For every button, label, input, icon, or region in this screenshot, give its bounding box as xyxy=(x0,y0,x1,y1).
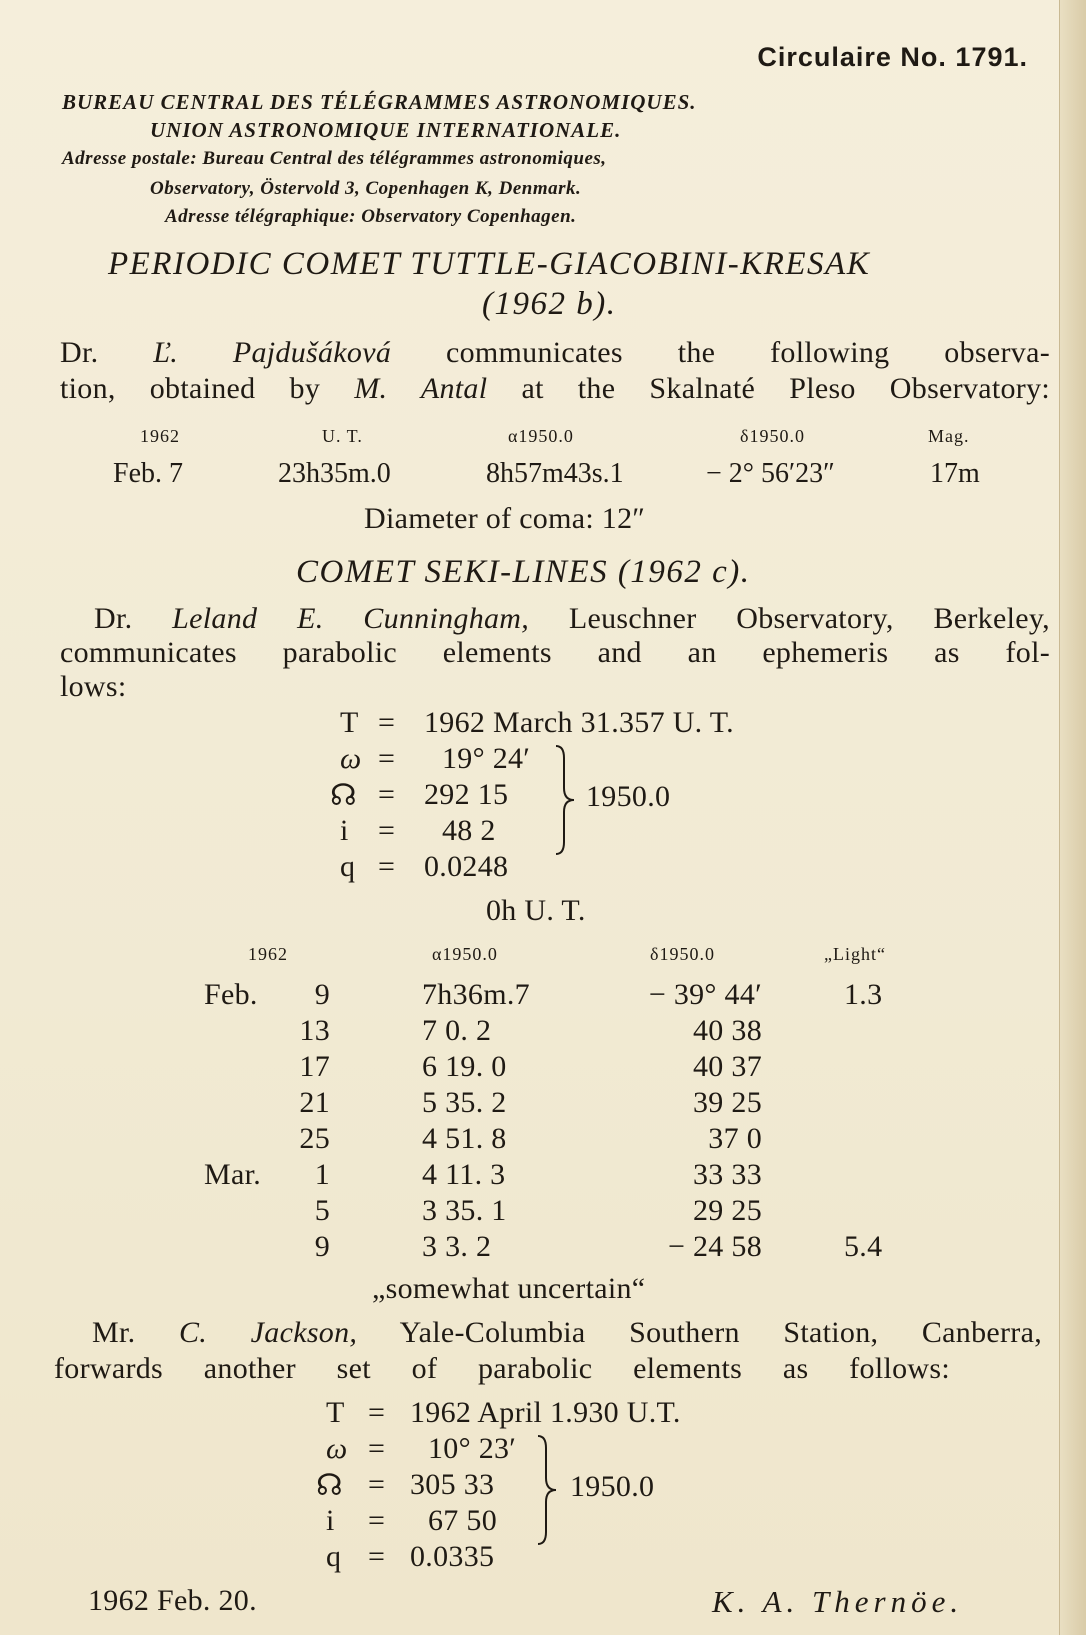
comet2-title: COMET SEKI-LINES (1962 c). xyxy=(296,554,751,590)
page-edge xyxy=(1059,0,1086,1635)
ephem-day: 13 xyxy=(299,1014,330,1047)
elements2-equinox: 1950.0 xyxy=(570,1470,655,1503)
element2-node-value: 305 33 xyxy=(410,1468,495,1501)
ephem-month: Feb. xyxy=(204,978,258,1011)
comet1-designation: (1962 b). xyxy=(482,286,617,322)
element-T-value: 1962 March 31.357 U. T. xyxy=(424,706,734,739)
obs-time: 23h35m.0 xyxy=(278,458,391,489)
element2-node-symbol: ☊ xyxy=(316,1469,343,1502)
ephem-day: 9 xyxy=(314,978,330,1011)
circular-number: Circulaire No. 1791. xyxy=(757,42,1028,72)
ephem-day: 5 xyxy=(314,1194,330,1227)
element2-T-eq: = xyxy=(368,1396,386,1429)
telegraphic-address: Adresse télégraphique: Observatory Copenhagen. xyxy=(165,206,577,227)
element2-i-symbol: i xyxy=(326,1504,335,1537)
comet2-intro-line1: Dr. Leland E. Cunningham, Leuschner Observatory, Berkeley, xyxy=(94,602,1050,635)
ephem-dec: 39 25 xyxy=(693,1086,762,1119)
signature: K. A. Thernöe. xyxy=(712,1584,964,1619)
ephem-day: 25 xyxy=(299,1122,330,1155)
element2-node-eq: = xyxy=(368,1468,386,1501)
postal-address-line2: Observatory, Östervold 3, Copenhagen K, Denmark. xyxy=(150,178,582,199)
obs-mag: 17m xyxy=(930,458,980,489)
obs-header-ut: U. T. xyxy=(322,426,363,446)
element-i-symbol: i xyxy=(340,814,349,847)
obs-header-mag: Mag. xyxy=(928,426,970,446)
element2-omega-eq: = xyxy=(368,1432,386,1465)
element-node-value: 292 15 xyxy=(424,778,509,811)
obs-header-year: 1962 xyxy=(140,426,180,446)
ephemeris-title: 0h U. T. xyxy=(486,894,586,927)
elements-equinox: 1950.0 xyxy=(586,780,671,813)
element-node-symbol: ☊ xyxy=(330,779,357,812)
element2-omega-value: 10° 23′ xyxy=(428,1432,517,1465)
ephem-header-light: „Light“ xyxy=(824,944,886,964)
comet1-intro-line1: Dr. Ľ. Pajdušáková communicates the following observa- xyxy=(60,336,1050,369)
ephem-day: 17 xyxy=(299,1050,330,1083)
element2-q-value: 0.0335 xyxy=(410,1540,495,1573)
ephem-dec: − 39° 44′ xyxy=(648,978,762,1011)
element-q-symbol: q xyxy=(340,850,356,883)
element2-q-eq: = xyxy=(368,1540,386,1573)
ephem-day: 21 xyxy=(299,1086,330,1119)
element-i-value: 48 2 xyxy=(442,814,496,847)
jackson-line1: Mr. C. Jackson, Yale-Columbia Southern Station, Canberra, xyxy=(92,1316,1042,1349)
ephem-day: 1 xyxy=(314,1158,330,1191)
ephem-header-ra: α1950.0 xyxy=(432,944,498,964)
element2-T-value: 1962 April 1.930 U.T. xyxy=(410,1396,681,1429)
ephem-dec: − 24 58 xyxy=(667,1230,762,1263)
ephem-ra: 7h36m.7 xyxy=(422,978,530,1011)
bureau-name: BUREAU CENTRAL DES TÉLÉGRAMMES ASTRONOMIQUES. xyxy=(62,90,697,114)
ephem-ra: 6 19. 0 xyxy=(422,1050,507,1083)
elements2-brace xyxy=(534,1434,560,1546)
light-note: „somewhat uncertain“ xyxy=(372,1272,646,1305)
ephem-ra: 5 35. 2 xyxy=(422,1086,507,1119)
obs-date: Feb. 7 xyxy=(113,458,183,489)
elements-brace xyxy=(552,744,578,856)
comet2-intro-line3: lows: xyxy=(60,670,127,703)
element2-i-value: 67 50 xyxy=(428,1504,497,1537)
ephem-light: 1.3 xyxy=(844,978,883,1011)
element-i-eq: = xyxy=(378,814,396,847)
comet1-title: PERIODIC COMET TUTTLE-GIACOBINI-KRESAK xyxy=(108,246,871,282)
obs-ra: 8h57m43s.1 xyxy=(486,458,624,489)
element-q-eq: = xyxy=(378,850,396,883)
obs-header-ra: α1950.0 xyxy=(508,426,574,446)
element2-i-eq: = xyxy=(368,1504,386,1537)
element-T-symbol: T xyxy=(340,706,359,739)
ephem-ra: 4 11. 3 xyxy=(422,1158,506,1191)
comet1-intro-line2: tion, obtained by M. Antal at the Skalnaté Pleso Observatory: xyxy=(60,372,1051,405)
element-q-value: 0.0248 xyxy=(424,850,509,883)
postal-address-line1: Adresse postale: Bureau Central des télégrammes astronomiques, xyxy=(62,148,607,169)
element-omega-eq: = xyxy=(378,742,396,775)
obs-dec: − 2° 56′23″ xyxy=(706,458,835,489)
ephem-dec: 33 33 xyxy=(693,1158,762,1191)
comet2-intro-line2: communicates parabolic elements and an ephemeris as fol- xyxy=(60,636,1050,669)
ephem-day: 9 xyxy=(314,1230,330,1263)
element2-q-symbol: q xyxy=(326,1540,342,1573)
element-omega-value: 19° 24′ xyxy=(442,742,531,775)
obs-header-dec: δ1950.0 xyxy=(740,426,805,446)
ephem-ra: 3 35. 1 xyxy=(422,1194,507,1227)
ephem-ra: 7 0. 2 xyxy=(422,1014,492,1047)
element-node-eq: = xyxy=(378,778,396,811)
ephem-dec: 29 25 xyxy=(693,1194,762,1227)
ephem-header-dec: δ1950.0 xyxy=(650,944,715,964)
element2-T-symbol: T xyxy=(326,1396,345,1429)
ephem-dec: 40 38 xyxy=(693,1014,762,1047)
ephem-dec: 37 0 xyxy=(708,1122,762,1155)
element-omega-symbol: ω xyxy=(340,742,362,775)
circular-date: 1962 Feb. 20. xyxy=(88,1584,257,1617)
ephem-header-year: 1962 xyxy=(248,944,288,964)
ephem-light: 5.4 xyxy=(844,1230,883,1263)
element2-omega-symbol: ω xyxy=(326,1432,348,1465)
union-name: UNION ASTRONOMIQUE INTERNATIONALE. xyxy=(150,118,622,142)
ephem-month: Mar. xyxy=(204,1158,262,1191)
ephem-ra: 4 51. 8 xyxy=(422,1122,507,1155)
ephem-dec: 40 37 xyxy=(693,1050,762,1083)
element-T-eq: = xyxy=(378,706,396,739)
ephem-ra: 3 3. 2 xyxy=(422,1230,492,1263)
coma-diameter: Diameter of coma: 12″ xyxy=(364,502,646,535)
jackson-line2: forwards another set of parabolic elements as follows: xyxy=(54,1352,950,1385)
